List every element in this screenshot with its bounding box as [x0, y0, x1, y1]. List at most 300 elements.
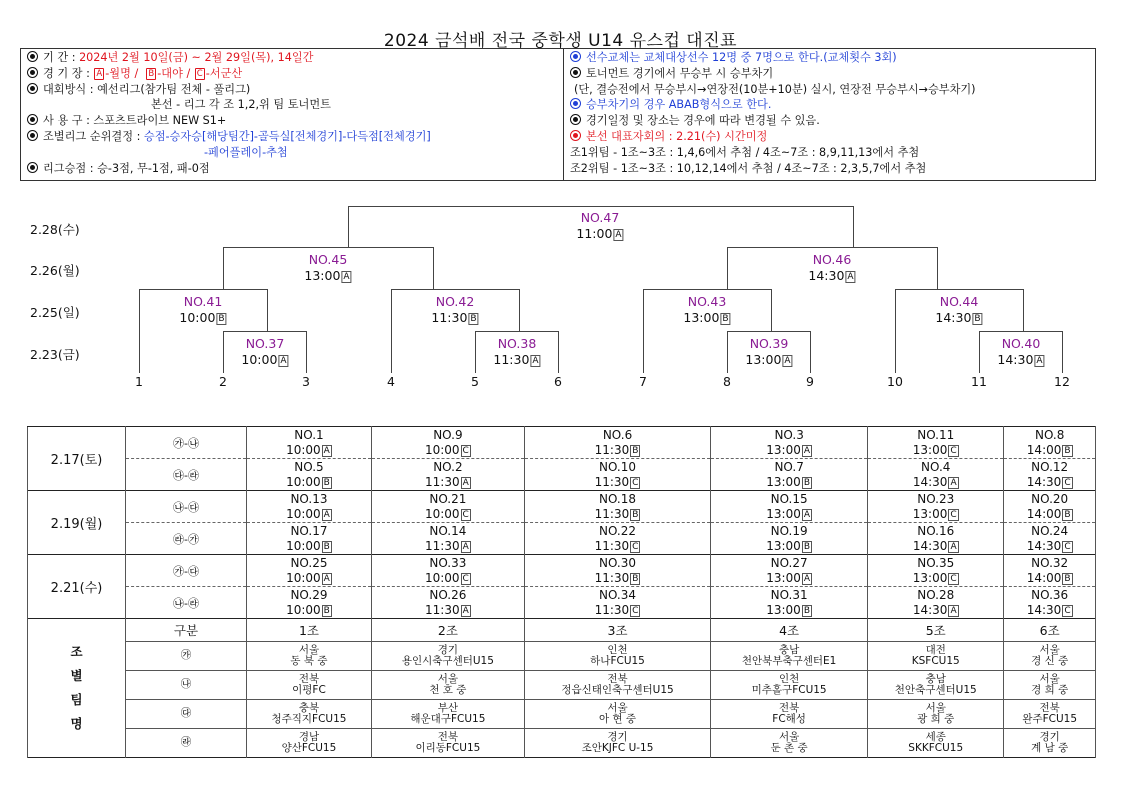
match-number: NO.14	[429, 524, 467, 538]
team-cell	[1004, 642, 1096, 671]
match-number: NO.20	[1031, 492, 1069, 506]
group-header: 2조	[371, 619, 524, 642]
venue-icon: B	[1064, 445, 1071, 456]
bracket-line	[223, 247, 224, 289]
match-time-venue	[525, 539, 710, 554]
group-pairing: ㉯-㉰	[126, 491, 247, 523]
team-header-row	[28, 619, 1096, 642]
match-number: NO.10	[599, 460, 637, 474]
match-time-venue	[711, 571, 867, 586]
venue-icon: A	[950, 477, 957, 488]
info-left-column	[21, 49, 564, 180]
venue-icon: B	[632, 573, 639, 584]
bracket-line	[727, 331, 728, 373]
team-name: 계 남 중	[1031, 742, 1069, 754]
info-penalty: 토너먼트 경기에서 무승부 시 승부차기	[570, 66, 1089, 82]
schedule-row	[28, 427, 1096, 459]
venue-icon: B	[803, 477, 811, 488]
match-time-venue	[868, 539, 1003, 554]
match-time: 11:30	[594, 506, 630, 521]
venue-icon: A	[803, 573, 811, 584]
tournament-bracket	[0, 190, 1121, 410]
match-number: NO.3	[774, 428, 804, 442]
seed-4: 4	[387, 374, 395, 389]
match-time: 13:00	[766, 602, 801, 617]
group-header: 1조	[247, 619, 372, 642]
team-cell	[247, 642, 372, 671]
match-time-venue	[1004, 571, 1095, 586]
match-cell	[524, 555, 710, 587]
team-region: 서울	[437, 672, 459, 685]
match-cell	[1004, 459, 1096, 491]
info-substitution: 선수교체는 교체대상선수 12명 중 7명으로 한다.(교체횟수 3회)	[570, 50, 1089, 66]
team-cell	[524, 671, 710, 700]
team-region: 대전	[925, 643, 946, 656]
match-cell	[371, 555, 524, 587]
schedule-row	[28, 523, 1096, 555]
venue-icon: C	[462, 509, 469, 520]
venue-icon: B	[1064, 509, 1071, 520]
team-name: 청주직지FCU15	[271, 713, 347, 725]
match-time-venue	[711, 475, 867, 490]
match-number: NO.36	[1031, 588, 1069, 602]
venue-icon: A	[462, 541, 469, 552]
round-date-final: 2.28(수)	[30, 222, 80, 237]
match-time-venue	[247, 475, 371, 490]
bullet-icon	[27, 130, 38, 141]
bracket-line	[771, 289, 772, 331]
bracket-line	[643, 289, 771, 290]
match-number: NO.19	[770, 524, 808, 538]
info-ball: 사 용 구 : 스포츠트라이브 NEW S1+	[27, 113, 557, 129]
match-cell	[711, 555, 868, 587]
match-number: NO.4	[921, 460, 951, 474]
group-header: 4조	[711, 619, 868, 642]
venue-icon: A	[323, 509, 330, 520]
round-date-quarter: 2.25(일)	[30, 305, 80, 320]
match-time-venue	[868, 571, 1003, 586]
team-name: 조안KJFC U-15	[581, 742, 654, 754]
team-name: 천안북부축구센터E1	[741, 655, 837, 667]
bullet-icon	[27, 67, 38, 78]
match-number: NO.13	[290, 492, 328, 506]
team-region: 충북	[298, 701, 320, 714]
schedule-row	[28, 491, 1096, 523]
bracket-line	[727, 331, 811, 332]
match-time-venue	[1004, 539, 1095, 554]
bracket-line	[475, 331, 559, 332]
match-time-venue	[711, 603, 867, 618]
team-name: 이리동FCU15	[415, 742, 481, 754]
match-date: 2.21(수)	[28, 555, 126, 619]
match-cell	[868, 555, 1004, 587]
venue-icon: A	[784, 356, 791, 366]
bullet-icon	[27, 51, 38, 62]
match-time: 11:30	[594, 570, 630, 585]
seed-2: 2	[219, 374, 227, 389]
match-time-venue	[525, 443, 710, 458]
match-cell	[1004, 555, 1096, 587]
match-number: NO.31	[770, 588, 808, 602]
team-region: 인천	[778, 672, 800, 685]
venue-icon: A	[847, 272, 854, 282]
match-number: NO.30	[599, 556, 637, 570]
match-time: 13:00	[912, 442, 948, 457]
venue-icon: A	[950, 541, 957, 552]
bracket-line	[895, 289, 1023, 290]
match-time: 13:00	[766, 570, 801, 585]
match-time: 10:00	[286, 570, 321, 585]
team-name: 이평FC	[292, 684, 326, 696]
venue-a-icon: A	[96, 68, 103, 79]
team-cell	[711, 671, 868, 700]
match-time-venue	[525, 603, 710, 618]
match-date: 2.17(토)	[28, 427, 126, 491]
team-region: 경남	[298, 730, 320, 743]
group-pairing: ㉮-㉯	[126, 427, 247, 459]
match-time-venue	[711, 539, 867, 554]
team-cell	[524, 642, 710, 671]
info-venues: 경 기 장 : A -월명 / B -대야 / C -서군산	[27, 66, 557, 82]
venue-icon: C	[950, 445, 957, 456]
match-number: NO.16	[917, 524, 955, 538]
team-cell	[711, 700, 868, 729]
team-region: 전북	[298, 672, 320, 685]
bullet-icon	[27, 162, 38, 173]
match-number: NO.5	[294, 460, 324, 474]
info-schedule-change: 경기일정 및 장소는 경우에 따라 변경될 수 있음.	[570, 113, 1089, 129]
match-number: NO.22	[599, 524, 637, 538]
info-format: 대회방식 : 예선리그(참가팀 전체 - 풀리그)	[27, 82, 557, 98]
match-cell	[247, 555, 372, 587]
match-number: NO.28	[917, 588, 955, 602]
match-cell	[247, 491, 372, 523]
slot-label: ㉰	[126, 700, 247, 729]
team-cell	[247, 700, 372, 729]
match-44: NO.44 14:30 B	[935, 294, 981, 325]
match-time-venue	[711, 507, 867, 522]
team-cell	[1004, 729, 1096, 758]
team-name: 둔 촌 중	[770, 742, 808, 754]
match-time: 10:00	[424, 506, 460, 521]
bullet-icon	[27, 83, 38, 94]
match-cell	[1004, 587, 1096, 619]
match-cell	[524, 459, 710, 491]
match-cell	[524, 491, 710, 523]
team-cell	[868, 671, 1004, 700]
match-number: NO.35	[917, 556, 955, 570]
team-region: 서울	[298, 643, 320, 656]
schedule-row	[28, 459, 1096, 491]
bracket-line	[853, 206, 854, 248]
match-number: NO.29	[290, 588, 328, 602]
match-time-venue	[372, 539, 524, 554]
venue-icon: A	[803, 445, 811, 456]
match-time: 10:00	[286, 538, 321, 553]
team-region: 부산	[437, 701, 459, 714]
venue-icon: C	[632, 605, 639, 616]
team-name: FC해성	[772, 713, 806, 725]
match-47: NO.47 11:00 A	[576, 210, 622, 241]
team-name: 해운대구FCU15	[410, 713, 486, 725]
team-cell	[524, 700, 710, 729]
bracket-line	[139, 289, 140, 373]
team-region: 서울	[925, 701, 946, 714]
schedule-row	[28, 587, 1096, 619]
match-time-venue	[1004, 475, 1095, 490]
match-cell	[868, 491, 1004, 523]
team-cell	[868, 642, 1004, 671]
group-teams-label: 조 별 팀 명	[28, 619, 126, 758]
venue-icon: B	[803, 541, 811, 552]
team-region: 전북	[1039, 701, 1060, 714]
match-time-venue	[525, 475, 710, 490]
venue-icon: B	[722, 314, 729, 324]
team-name: 동 북 중	[290, 655, 328, 667]
bracket-line	[937, 247, 938, 289]
group-pairing: ㉰-㉱	[126, 459, 247, 491]
bracket-line	[223, 247, 434, 248]
match-number: NO.8	[1034, 428, 1065, 442]
info-meeting: 본선 대표자회의 : 2.21(수) 시간미정	[570, 129, 1089, 145]
match-time-venue	[372, 603, 524, 618]
info-abab: 승부차기의 경우 ABAB형식으로 한다.	[570, 97, 1089, 113]
match-time-venue	[868, 443, 1003, 458]
match-time: 11:30	[425, 474, 460, 489]
match-42: NO.42 11:30 B	[431, 294, 477, 325]
group-pairing: ㉯-㉱	[126, 587, 247, 619]
match-time: 14:30	[912, 538, 948, 553]
team-region: 서울	[607, 701, 628, 714]
bullet-icon	[570, 51, 581, 62]
team-cell	[247, 729, 372, 758]
team-cell	[868, 700, 1004, 729]
match-time: 14:00	[1026, 570, 1062, 585]
slot-label: ㉮	[126, 642, 247, 671]
bracket-line	[139, 289, 267, 290]
match-number: NO.24	[1031, 524, 1069, 538]
match-cell	[371, 459, 524, 491]
team-cell	[868, 729, 1004, 758]
info-ranking: 조별리그 순위결정 : 승점-승자승[해당팀간]-골득실[전체경기]-다득점[전체경기]	[27, 129, 557, 145]
match-time-venue	[372, 571, 524, 586]
venue-icon: C	[632, 541, 639, 552]
team-name: SKKFCU15	[908, 742, 964, 754]
team-region: 전북	[778, 701, 800, 714]
match-45: NO.45 13:00 A	[304, 252, 350, 283]
bracket-line	[223, 331, 307, 332]
match-time: 10:00	[286, 506, 321, 521]
schedule-row	[28, 555, 1096, 587]
match-time: 13:00	[912, 570, 948, 585]
match-cell	[711, 491, 868, 523]
match-46: NO.46 14:30 A	[808, 252, 854, 283]
info-draw-second: 조2위팀 - 1조~3조 : 10,12,14에서 추첨 / 4조~7조 : 2,3,5,7에서 추첨	[570, 161, 927, 175]
match-time: 14:30	[1026, 602, 1062, 617]
match-number: NO.15	[770, 492, 808, 506]
info-period: 기 간 : 2024년 2월 10일(금) ~ 2월 29일(목), 14일간	[27, 50, 557, 66]
page-title: 2024 금석배 전국 중학생 U14 유스컵 대진표	[383, 31, 738, 51]
venue-icon: C	[1064, 541, 1071, 552]
venue-icon: B	[323, 605, 330, 616]
group-header: 5조	[868, 619, 1004, 642]
match-38: NO.38 11:30 A	[493, 336, 539, 367]
group-pairing: ㉮-㉰	[126, 555, 247, 587]
group-header: 3조	[524, 619, 710, 642]
match-cell	[247, 459, 372, 491]
team-name: 완주FCU15	[1022, 713, 1078, 725]
match-number: NO.23	[917, 492, 955, 506]
bracket-line	[391, 289, 519, 290]
team-name: 정읍신태인축구센터U15	[561, 684, 674, 696]
bracket-line	[475, 331, 476, 373]
team-region: 서울	[1039, 672, 1060, 685]
match-number: NO.1	[294, 428, 324, 442]
match-time: 14:00	[1026, 506, 1062, 521]
team-region: 서울	[778, 730, 800, 743]
bullet-icon	[570, 114, 581, 125]
round-date-semi: 2.26(월)	[30, 263, 80, 278]
bracket-line	[643, 289, 644, 373]
match-cell	[371, 491, 524, 523]
info-draw-first: 조1위팀 - 1조~3조 : 1,4,6에서 추첨 / 4조~7조 : 8,9,11,13에서 추첨	[570, 145, 920, 159]
match-time-venue	[372, 443, 524, 458]
match-time-venue	[1004, 603, 1095, 618]
team-region: 전북	[437, 730, 459, 743]
venue-icon: A	[950, 605, 957, 616]
match-time: 14:30	[1026, 538, 1062, 553]
seed-6: 6	[554, 374, 562, 389]
match-number: NO.11	[917, 428, 955, 442]
venue-icon: A	[462, 605, 469, 616]
venue-b-icon: B	[148, 68, 155, 79]
match-time: 10:00	[286, 442, 321, 457]
match-39: NO.39 13:00 A	[745, 336, 791, 367]
venue-c-icon: C	[196, 68, 203, 79]
venue-icon: A	[343, 272, 350, 282]
match-number: NO.33	[429, 556, 467, 570]
match-cell	[868, 587, 1004, 619]
round-date-r16: 2.23(금)	[30, 347, 80, 362]
team-region: 전북	[607, 672, 628, 685]
bullet-icon	[570, 67, 581, 78]
match-cell	[1004, 523, 1096, 555]
match-41: NO.41 10:00 B	[179, 294, 225, 325]
match-time-venue	[1004, 507, 1095, 522]
venue-icon: A	[615, 230, 622, 240]
match-time: 13:00	[766, 538, 801, 553]
venue-icon: A	[462, 477, 469, 488]
bracket-line	[1023, 289, 1024, 331]
team-cell	[711, 642, 868, 671]
match-cell	[524, 587, 710, 619]
match-cell	[371, 523, 524, 555]
match-time: 10:00	[424, 442, 460, 457]
team-cell	[711, 729, 868, 758]
match-number: NO.34	[599, 588, 637, 602]
match-time: 14:30	[1026, 474, 1062, 489]
match-cell	[711, 523, 868, 555]
bracket-line	[519, 289, 520, 331]
team-cell	[371, 642, 524, 671]
info-right-column	[564, 49, 1095, 180]
bracket-line	[1062, 331, 1063, 373]
info-final-rule: (단, 결승전에서 무승부시→연장전(10분+10분) 실시, 연장전 무승부시→승부차기)	[574, 82, 976, 96]
venue-icon: B	[1064, 573, 1071, 584]
match-time: 14:30	[912, 602, 948, 617]
match-37: NO.37 10:00 A	[241, 336, 287, 367]
team-name: 양산FCU15	[281, 742, 337, 754]
match-cell	[247, 523, 372, 555]
match-cell	[711, 587, 868, 619]
team-name: 천 호 중	[429, 684, 467, 696]
match-time-venue	[525, 507, 710, 522]
match-number: NO.32	[1031, 556, 1069, 570]
team-region: 서울	[1039, 643, 1060, 656]
group-header: 6조	[1004, 619, 1096, 642]
team-row	[28, 729, 1096, 758]
team-cell	[524, 729, 710, 758]
venue-icon: C	[462, 445, 469, 456]
bracket-line	[267, 289, 268, 331]
match-time-venue	[247, 507, 371, 522]
team-cell	[371, 700, 524, 729]
division-header: 구분	[126, 619, 247, 642]
seed-9: 9	[806, 374, 814, 389]
bracket-line	[348, 206, 854, 207]
team-cell	[247, 671, 372, 700]
bracket-line	[979, 331, 980, 373]
venue-icon: A	[280, 356, 287, 366]
venue-icon: A	[803, 509, 811, 520]
venue-icon: B	[803, 605, 811, 616]
venue-icon: A	[323, 573, 330, 584]
match-time-venue	[247, 443, 371, 458]
match-number: NO.7	[774, 460, 804, 474]
match-time: 10:00	[286, 602, 321, 617]
match-cell	[868, 427, 1004, 459]
seed-12: 12	[1054, 374, 1070, 389]
team-name: 아 현 중	[598, 713, 637, 725]
match-number: NO.2	[433, 460, 463, 474]
seed-5: 5	[471, 374, 479, 389]
group-pairing: ㉱-㉮	[126, 523, 247, 555]
match-number: NO.18	[599, 492, 637, 506]
seed-7: 7	[639, 374, 647, 389]
venue-icon: C	[1064, 477, 1071, 488]
slot-label: ㉯	[126, 671, 247, 700]
bracket-line	[810, 331, 811, 373]
match-time: 13:00	[766, 474, 801, 489]
match-time: 10:00	[424, 570, 460, 585]
team-cell	[1004, 671, 1096, 700]
team-cell	[371, 729, 524, 758]
venue-icon: C	[462, 573, 469, 584]
match-40: NO.40 14:30 A	[997, 336, 1043, 367]
team-row	[28, 671, 1096, 700]
team-name: 광 희 중	[917, 713, 955, 725]
bracket-line	[223, 331, 224, 373]
bracket-line	[348, 206, 349, 248]
bracket-line	[727, 247, 728, 289]
bracket-line	[979, 331, 1063, 332]
match-time-venue	[868, 507, 1003, 522]
bullet-icon	[570, 98, 581, 109]
team-region: 경기	[607, 730, 628, 743]
bracket-line	[391, 289, 392, 373]
venue-icon: B	[632, 445, 639, 456]
match-time: 14:00	[1026, 442, 1062, 457]
